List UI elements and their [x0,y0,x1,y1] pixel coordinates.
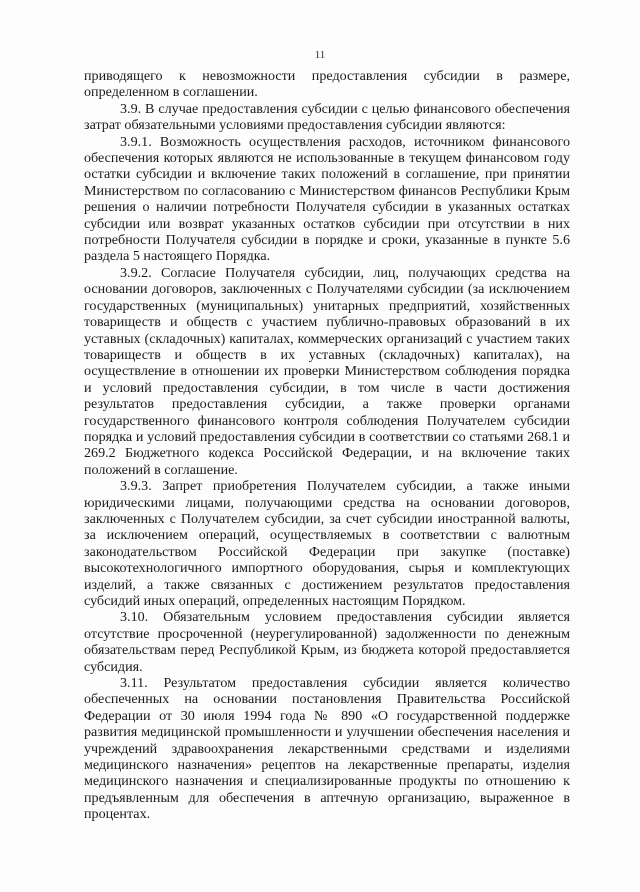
paragraph-continuation: приводящего к невозможности предоставления субсидии в размере, определенном в соглашении. [84,68,570,101]
paragraph-3-10: 3.10. Обязательным условием предоставления субсидии является отсутствие просроченной (неурегулированной) задолженности по денежным обязательствам перед Республикой Крым, из бюджета которой предоставляется субсидия. [84,609,570,675]
paragraph-3-9-1: 3.9.1. Возможность осуществления расходов, источником финансового обеспечения которых являются не использованные в текущем финансовом году остатки субсидии и включение таких положений в соглашение, при принятии Министерством по согласованию с Министерством финансов Республики Крым решения о наличии потребности Получателя субсидии в указанных остатках субсидии или возврат указанных остатков субсидии при отсутствии в них потребности Получателя субсидии в порядке и сроки, указанные в пункте 5.6 раздела 5 настоящего Порядка. [84,133,570,265]
paragraph-3-9: 3.9. В случае предоставления субсидии с целью финансового обеспечения затрат обязательными условиями предоставления субсидии являются: [84,100,570,134]
paragraph-3-9-2: 3.9.2. Согласие Получателя субсидии, лиц, получающих средства на основании договоров, заключенных с Получателями субсидии (за исключением государственных (муниципальных) унитарных предприятий, хозяйственных товариществ и обществ с участием публично-правовых образований в их уставных (складочных) капиталах, коммерческих организаций с участием таких товариществ и обществ в их уставных (складочных) капиталах), на осуществление в отношении их проверки Министерством соблюдения порядка и условий предоставления субсидии, в том числе в части достижения результатов предоставления субсидии, а также проверки органами государственного финансового контроля соблюдения Получателем субсидии порядка и условий предоставления субсидии в соответствии со статьями 268.1 и 269.2 Бюджетного кодекса Российской Федерации, и на включение таких положений в соглашение. [84,264,570,478]
document-body [84,68,570,823]
paragraph-3-9-3: 3.9.3. Запрет приобретения Получателем субсидии, а также иными юридическими лицами, получающими средства на основании договоров, заключенных с Получателем субсидии, за счет субсидии иностранной валюты, за исключением операций, осуществляемых в соответствии с валютным законодательством Российской Федерации при закупке (поставке) высокотехнологичного импортного оборудования, сырья и комплектующих изделий, а также связанных с достижением результатов предоставления субсидий иных операций, определенных настоящим Порядком. [84,478,570,609]
page-number: 11 [314,49,326,61]
paragraph-3-11: 3.11. Результатом предоставления субсидии является количество обеспеченных на основании постановления Правительства Российской Федерации от 30 июля 1994 года № 890 «О государственной поддержке развития медицинской промышленности и улучшении обеспечения населения и учреждений здравоохранения лекарственными средствами и изделиями медицинского назначения» рецептов на лекарственные препараты, изделия медицинского назначения и специализированные продукты по отношению к предъявленным для обеспечения в аптечную организацию, выраженное в процентах. [84,675,570,823]
